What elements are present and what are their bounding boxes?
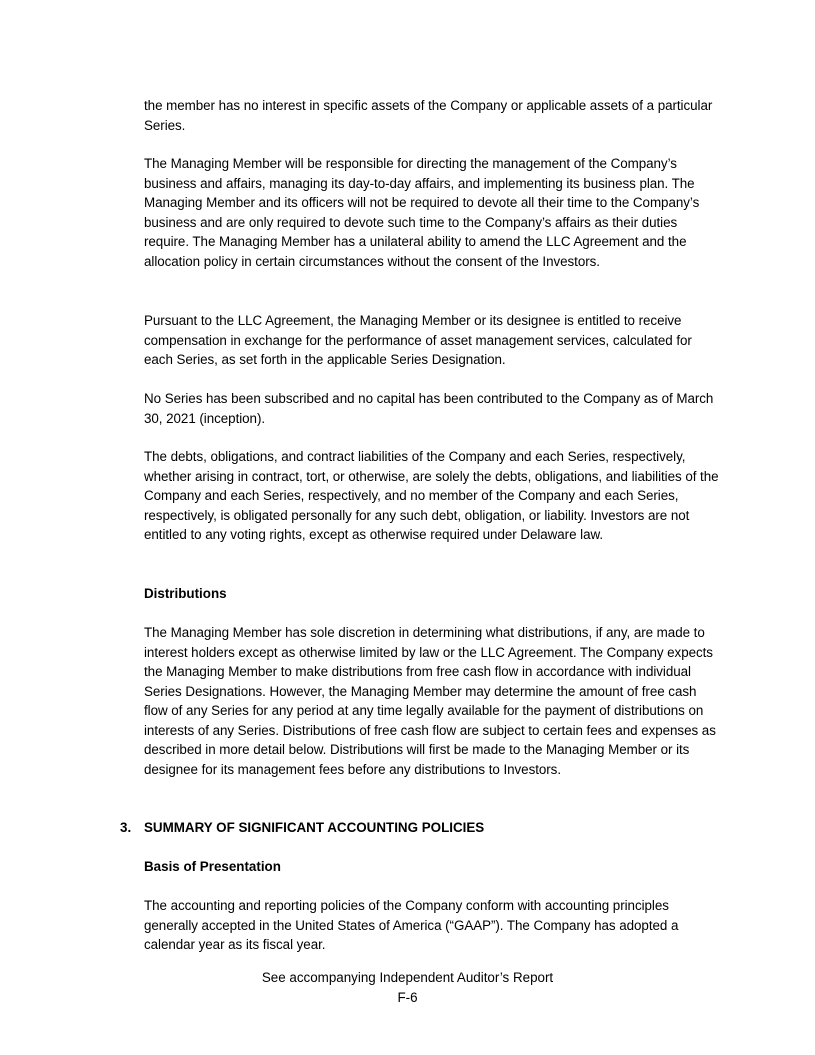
paragraph-no-series-subscribed: No Series has been subscribed and no capital has been contributed to the Company as of March 30, 2021 (inception). (144, 391, 714, 426)
paragraph-managing-member-responsibilities: The Managing Member will be responsible for directing the management of the Company’s business and affairs, managing its day-to-day affairs, and implementing its business plan. The Managing Member and its officers will not be required to devote all their time to the Company’s business and are only required to devote such time to the Company’s affairs as their duties require. The Managing Member has a unilateral ability to amend the LLC Agreement and the allocation policy in certain circumstances without the consent of the Investors. (144, 156, 700, 269)
paragraph-debts-obligations: The debts, obligations, and contract liabilities of the Company and each Series, respectively, whether arising in contract, tort, or otherwise, are solely the debts, obligations, and liabilities of the Company and each Series, respectively, and no member of the Company and each Series, respectively, is obligated personally for any such debt, obligation, or liability. Investors are not entitled to any voting rights, except as otherwise required under Delaware law. (144, 449, 719, 542)
paragraph-member-interest: the member has no interest in specific assets of the Company or applicable assets of a particular Series. (144, 98, 713, 133)
section-title-accounting-policies: SUMMARY OF SIGNIFICANT ACCOUNTING POLICIES (144, 820, 485, 835)
footer-auditor-report-note: See accompanying Independent Auditor’s Report (261, 970, 554, 985)
footer-page-number: F-6 (397, 990, 418, 1005)
paragraph-compensation: Pursuant to the LLC Agreement, the Managing Member or its designee is entitled to receive compensation in exchange for the performance of asset management services, calculated for each Series, as set forth in the applicable Series Designation. (144, 313, 692, 367)
heading-basis-of-presentation: Basis of Presentation (144, 859, 281, 874)
heading-distributions: Distributions (144, 586, 227, 601)
paragraph-distributions: The Managing Member has sole discretion in determining what distributions, if any, are made to interest holders except as otherwise limited by law or the LLC Agreement. The Company expects the Managing Member to make distributions from free cash flow in accordance with individual Series Designations. However, the Managing Member may determine the amount of free cash flow of any Series for any period at any time legally available for the payment of distributions on interests of any Series. Distributions of free cash flow are subject to certain fees and expenses as described in more detail below. Distributions will first be made to the Managing Member or its designee for its management fees before any distributions to Investors. (144, 625, 716, 777)
paragraph-gaap: The accounting and reporting policies of the Company conform with accounting principles generally accepted in the United States of America (“GAAP”). The Company has adopted a calendar year as its fiscal year. (144, 898, 679, 952)
section-number-3: 3. (120, 820, 132, 835)
